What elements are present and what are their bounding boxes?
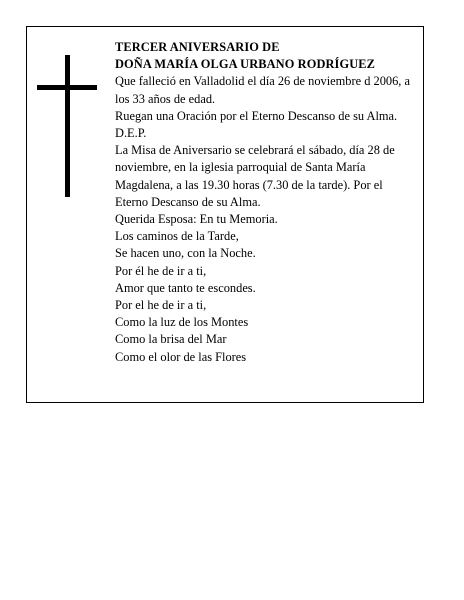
notice-text — [115, 39, 415, 366]
poem-line: Como la brisa del Mar — [115, 332, 227, 347]
notice-paragraph: Ruegan una Oración por el Eterno Descanso de su Alma. — [115, 108, 398, 123]
notice-paragraph: Que falleció en Valladolid el día 26 de noviembre d 2006, a los 33 años de edad. — [115, 74, 410, 106]
poem-line: Como el olor de las Flores — [115, 349, 247, 364]
notice-heading-line-1: TERCER ANIVERSARIO DE — [115, 40, 280, 54]
notice-paragraph: D.E.P. — [115, 126, 147, 141]
notice-paragraph: Querida Esposa: En tu Memoria. — [115, 212, 278, 227]
poem-line: Por el he de ir a ti, — [115, 298, 207, 313]
cross-horizontal-bar — [37, 85, 97, 90]
poem-line: Amor que tanto te escondes. — [115, 280, 256, 295]
cross-vertical-bar — [65, 55, 70, 197]
cross-icon — [37, 55, 97, 197]
obituary-notice — [26, 26, 424, 403]
poem-line: Los caminos de la Tarde, — [115, 229, 239, 244]
notice-paragraph: La Misa de Aniversario se celebrará el sábado, día 28 de noviembre, en la iglesia parroquial de Santa María Magdalena, a las 19.30 horas (7.30 de la tarde). Por el Eterno Descanso de su Alma. — [115, 143, 395, 209]
poem-line: Como la luz de los Montes — [115, 315, 249, 330]
poem-line: Se hacen uno, con la Noche. — [115, 246, 256, 261]
notice-heading-line-2: DOÑA MARÍA OLGA URBANO RODRÍGUEZ — [115, 57, 375, 72]
poem-line: Por él he de ir a ti, — [115, 263, 207, 278]
